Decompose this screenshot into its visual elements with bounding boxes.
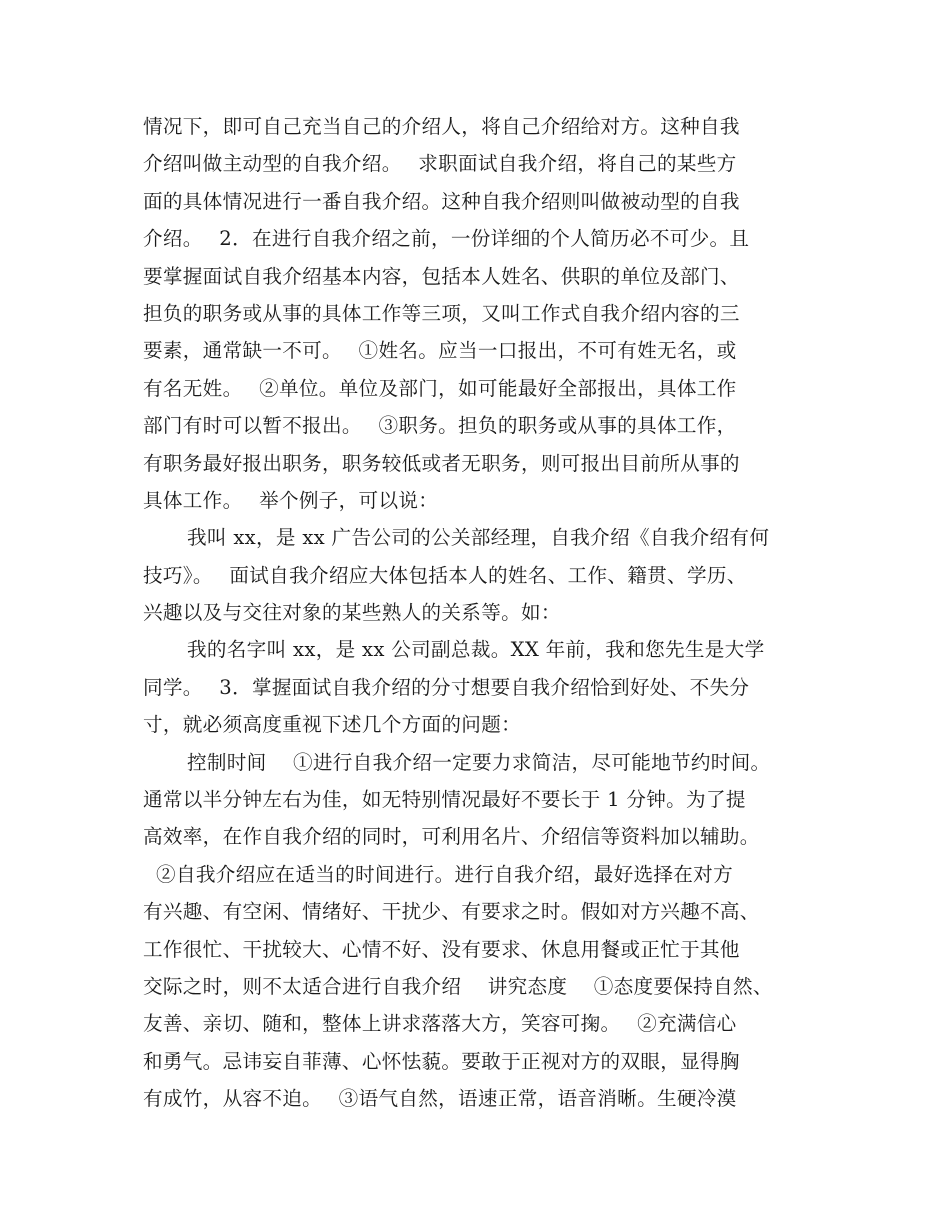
paragraph-line: 有兴趣、有空闲、情绪好、干扰少、有要求之时。假如对方兴趣不高、 <box>143 900 760 924</box>
paragraph-line: 我的名字叫 xx，是 xx 公司副总裁。XX 年前，我和您先生是大学 <box>187 638 765 662</box>
paragraph-line: 技巧》。 面试自我介绍应大体包括本人的姓名、工作、籍贯、学历、 <box>143 563 747 587</box>
paragraph-line: 部门有时可以暂不报出。 ③职务。担负的职务或从事的具体工作， <box>143 414 737 438</box>
paragraph-line: 工作很忙、干扰较大、心情不好、没有要求、休息用餐或正忙于其他 <box>143 937 740 961</box>
paragraph-line: 担负的职务或从事的具体工作等三项，又叫工作式自我介绍内容的三 <box>143 301 740 325</box>
paragraph-line: 有成竹，从容不迫。 ③语气自然，语速正常，语音消晰。生硬冷漠 <box>143 1087 737 1111</box>
paragraph-line: ②自我介绍应在适当的时间进行。进行自我介绍，最好选择在对方 <box>143 862 733 886</box>
paragraph-line: 具体工作。 举个例子，可以说： <box>143 488 439 512</box>
paragraph-line: 控制时间 ①进行自我介绍一定要力求简洁，尽可能地节约时间。 <box>187 750 771 774</box>
paragraph-line: 同学。 3．掌握面试自我介绍的分寸想要自我介绍恰到好处、不失分 <box>143 675 750 699</box>
paragraph-line: 交际之时，则不太适合进行自我介绍 讲究态度 ①态度要保持自然、 <box>143 974 773 998</box>
paragraph-line: 友善、亲切、随和，整体上讲求落落大方，笑容可掬。 ②充满信心 <box>143 1012 737 1036</box>
paragraph-line: 介绍。 2．在进行自我介绍之前，一份详细的个人简历必不可少。且 <box>143 227 750 251</box>
paragraph-line: 情况下，即可自己充当自己的介绍人，将自己介绍给对方。这种自我 <box>143 115 740 138</box>
paragraph-line: 有职务最好报出职务，职务较低或者无职务，则可报出目前所从事的 <box>143 451 740 475</box>
paragraph-line: 高效率，在作自我介绍的同时，可利用名片、介绍信等资料加以辅助。 <box>143 825 760 849</box>
paragraph-line: 有名无姓。 ②单位。单位及部门，如可能最好全部报出，具体工作 <box>143 376 737 400</box>
document-body <box>143 108 813 1118</box>
paragraph-line: 要掌握面试自我介绍基本内容，包括本人姓名、供职的单位及部门、 <box>143 264 740 288</box>
paragraph-line: 寸，就必须高度重视下述几个方面的问题： <box>143 713 521 737</box>
paragraph-line: 我叫 xx，是 xx 广告公司的公关部经理，自我介绍《自我介绍有何 <box>187 526 770 550</box>
paragraph-line: 通常以半分钟左右为佳，如无特别情况最好不要长于 1 分钟。为了提 <box>143 788 746 812</box>
paragraph-line: 要素，通常缺一不可。 ①姓名。应当一口报出，不可有姓无名，或 <box>143 339 737 363</box>
paragraph-line: 面的具体情况进行一番自我介绍。这种自我介绍则叫做被动型的自我 <box>143 189 740 213</box>
paragraph-line: 和勇气。忌讳妄自菲薄、心怀怯藐。要敢于正视对方的双眼，显得胸 <box>143 1049 740 1073</box>
paragraph-line: 兴趣以及与交往对象的某些熟人的关系等。如： <box>143 601 561 625</box>
paragraph-line: 介绍叫做主动型的自我介绍。 求职面试自我介绍，将自己的某些方 <box>143 152 737 176</box>
